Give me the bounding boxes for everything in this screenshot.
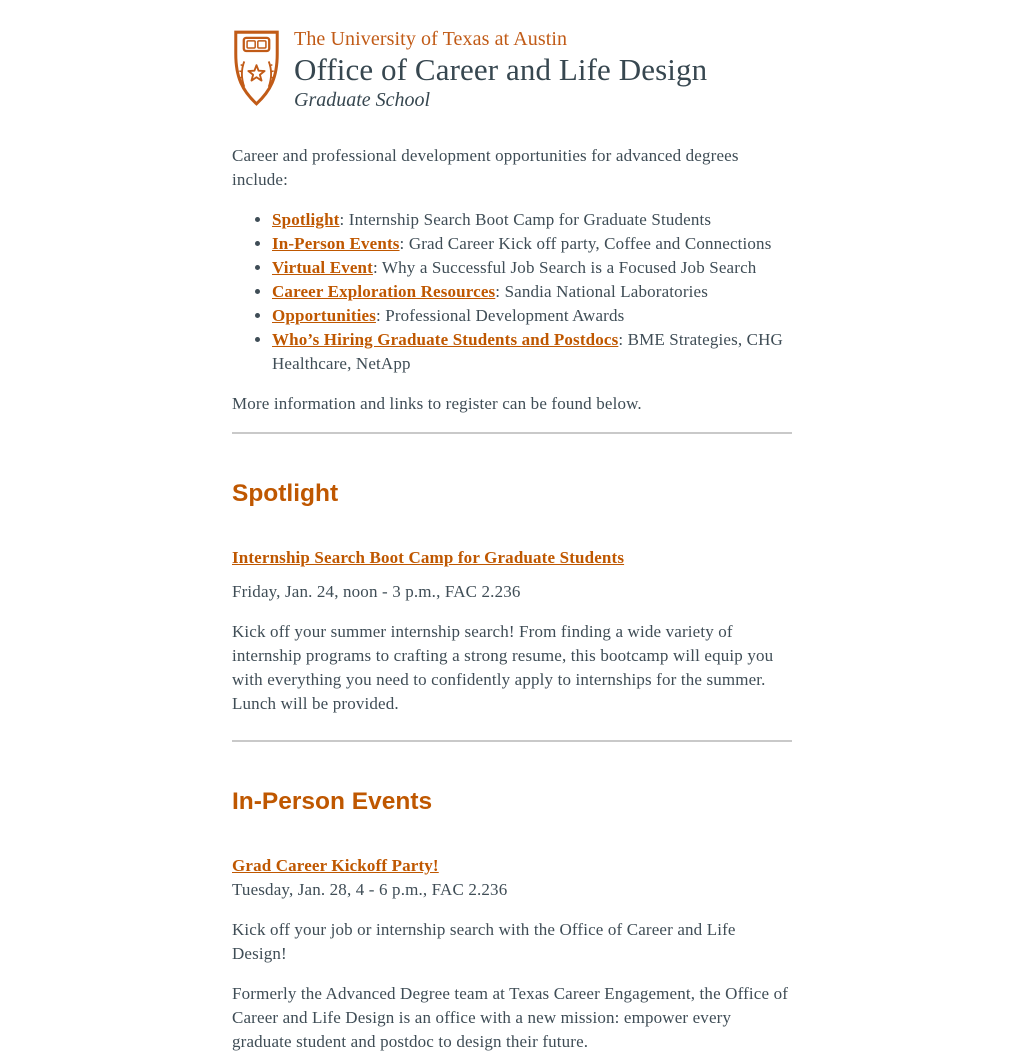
list-item-text: : Sandia National Laboratories (495, 282, 708, 301)
section-heading-spotlight: Spotlight (232, 480, 339, 507)
event-datetime: Friday, Jan. 24, noon - 3 p.m., FAC 2.236 (232, 582, 521, 601)
list-item-text: : Why a Successful Job Search is a Focused Job Search (372, 258, 757, 277)
whos-hiring-link[interactable]: Who’s Hiring Graduate Students and Postdocs (272, 330, 619, 349)
list-item (272, 208, 792, 232)
ut-logo[interactable] (232, 26, 792, 114)
list-item (272, 304, 792, 328)
event-title-paragraph (232, 546, 792, 570)
logo-university-name: The University of Texas at Austin (294, 28, 568, 50)
intro-outro-paragraph: More information and links to register can be found below. (232, 394, 642, 413)
list-item-text: : BME Strategies, CHG Healthcare, NetApp (272, 330, 783, 373)
list-item-text: : Professional Development Awards (375, 306, 625, 325)
grad-career-kickoff-party-link[interactable]: Grad Career Kickoff Party! (232, 856, 439, 875)
summary-list (232, 208, 792, 376)
email-body (232, 0, 792, 1054)
event-description: Kick off your job or internship search with the Office of Career and Life Design! (232, 920, 736, 963)
list-item-text: : Grad Career Kick off party, Coffee and Connections (399, 234, 772, 253)
internship-boot-camp-link[interactable]: Internship Search Boot Camp for Graduate Students (232, 548, 625, 567)
list-item (272, 328, 792, 376)
in-person-events-link[interactable]: In-Person Events (272, 234, 400, 253)
section-divider (232, 432, 792, 434)
event-description: Formerly the Advanced Degree team at Texas Career Engagement, the Office of Career and Life Design is an office with a new mission: empower every graduate student and postdoc to design their future. (232, 984, 789, 1051)
section-divider (232, 740, 792, 742)
list-item (272, 232, 792, 256)
career-exploration-resources-link[interactable]: Career Exploration Resources (272, 282, 496, 301)
logo-office-name: Office of Career and Life Design (294, 52, 708, 87)
logo-school-name: Graduate School (294, 89, 431, 111)
logo-text-block (294, 26, 707, 114)
intro-lead-paragraph: Career and professional development opportunities for advanced degrees include: (232, 146, 739, 189)
list-item (272, 256, 792, 280)
event-title-paragraph (232, 854, 792, 902)
spotlight-link[interactable]: Spotlight (272, 210, 340, 229)
event-description: Kick off your summer internship search! From finding a wide variety of internship programs to crafting a strong resume, this bootcamp will equip you with everything you need to confidently apply to internships for the summer. Lunch will be provided. (232, 622, 774, 713)
ut-austin-shield-icon (232, 28, 281, 113)
newsletter-content (232, 144, 792, 1054)
event-datetime: Tuesday, Jan. 28, 4 - 6 p.m., FAC 2.236 (232, 880, 508, 899)
list-item (272, 280, 792, 304)
virtual-event-link[interactable]: Virtual Event (272, 258, 373, 277)
section-heading-in-person-events: In-Person Events (232, 788, 433, 815)
opportunities-link[interactable]: Opportunities (272, 306, 376, 325)
list-item-text: : Internship Search Boot Camp for Graduate Students (339, 210, 712, 229)
